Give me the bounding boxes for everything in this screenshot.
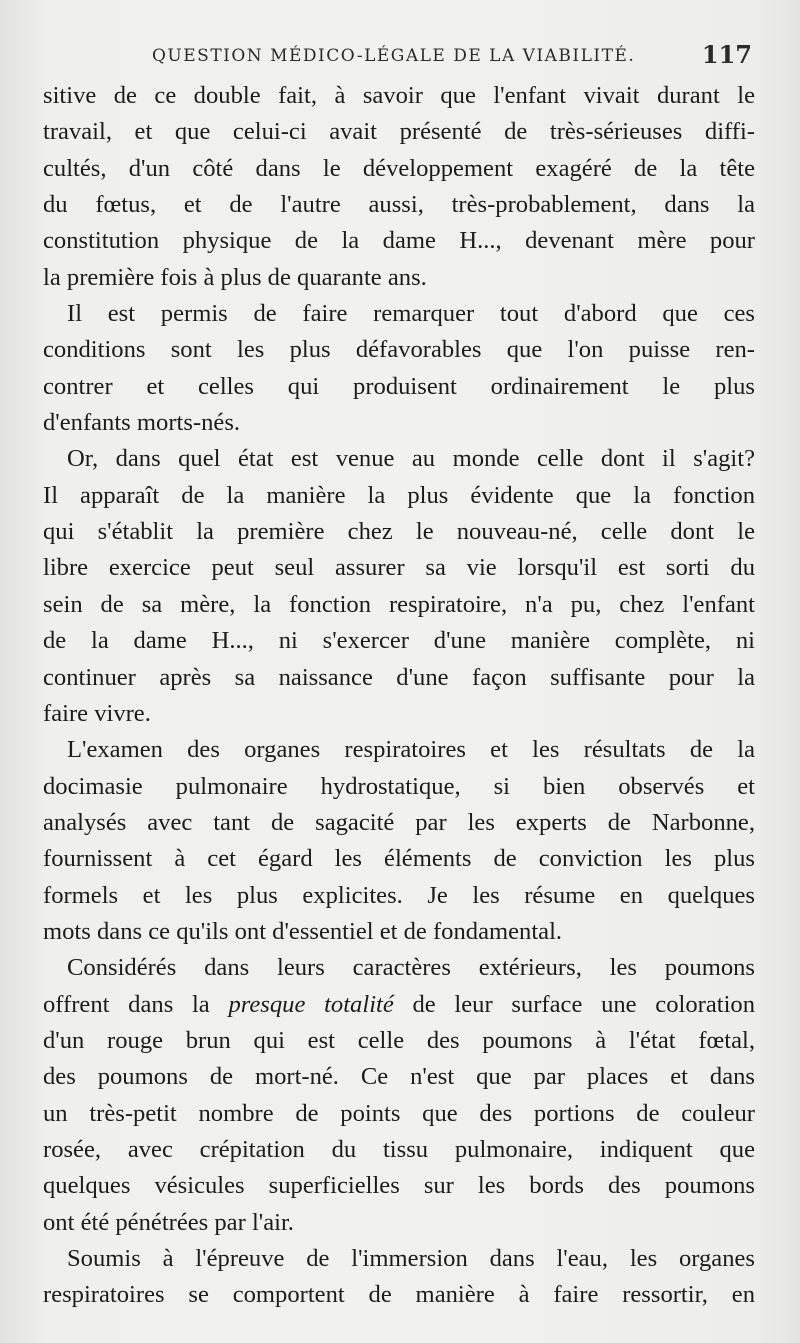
text-line: d'enfants morts-nés. bbox=[43, 409, 241, 437]
text-line: mots dans ce qu'ils ont d'essentiel et de fondamental. bbox=[43, 917, 563, 945]
text-line: cultés, d'un côté dans le développement exagéré de la tête bbox=[43, 154, 755, 182]
text-line: d'un rouge brun qui est celle des poumons à l'état fœtal, bbox=[43, 1026, 755, 1054]
text-line: analysés avec tant de sagacité par les experts de Narbonne, bbox=[43, 808, 755, 836]
text-line: L'examen des organes respiratoires et les résultats de la bbox=[67, 736, 755, 764]
text-line: Il est permis de faire remarquer tout d'abord que ces bbox=[67, 300, 755, 328]
text-line: un très-petit nombre de points que des portions de couleur bbox=[43, 1099, 755, 1127]
italic-phrase: presque totalité bbox=[228, 990, 394, 1018]
text-line: constitution physique de la dame H..., devenant mère pour bbox=[43, 227, 755, 255]
running-title: QUESTION MÉDICO-LÉGALE DE LA VIABILITÉ. bbox=[152, 46, 636, 66]
text-segment: de leur surface une coloration bbox=[393, 990, 755, 1018]
text-line: respiratoires se comportent de manière à faire ressortir, en bbox=[43, 1281, 755, 1309]
text-line: faire vivre. bbox=[43, 699, 151, 727]
text-line: des poumons de mort-né. Ce n'est que par places et dans bbox=[43, 1063, 755, 1091]
text-line: formels et les plus explicites. Je les résume en quelques bbox=[43, 881, 755, 909]
text-line: libre exercice peut seul assurer sa vie lorsqu'il est sorti du bbox=[43, 554, 755, 582]
text-line: rosée, avec crépitation du tissu pulmonaire, indiquent que bbox=[43, 1135, 755, 1163]
text-line: travail, et que celui-ci avait présenté de très-sérieuses diffi- bbox=[43, 118, 755, 146]
text-line: la première fois à plus de quarante ans. bbox=[43, 263, 427, 291]
text-segment: offrent dans la bbox=[43, 990, 229, 1018]
text-line: qui s'établit la première chez le nouveau-né, celle dont le bbox=[43, 518, 755, 546]
text-line: conditions sont les plus défavorables que l'on puisse ren- bbox=[43, 336, 755, 364]
text-line: Or, dans quel état est venue au monde celle dont il s'agit? bbox=[67, 445, 755, 473]
text-line: docimasie pulmonaire hydrostatique, si bien observés et bbox=[43, 772, 755, 800]
text-line: quelques vésicules superficielles sur les bords des poumons bbox=[43, 1172, 755, 1200]
page-number: 117 bbox=[701, 40, 752, 69]
text-line: sein de sa mère, la fonction respiratoire, n'a pu, chez l'enfant bbox=[43, 590, 755, 618]
text-line: ont été pénétrées par l'air. bbox=[43, 1208, 294, 1236]
body-text bbox=[43, 78, 755, 1314]
text-line-with-italic bbox=[43, 987, 755, 1023]
text-line: de la dame H..., ni s'exercer d'une manière complète, ni bbox=[43, 627, 755, 655]
text-line: fournissent à cet égard les éléments de conviction les plus bbox=[43, 845, 755, 873]
text-line: sitive de ce double fait, à savoir que l'enfant vivait durant le bbox=[43, 82, 755, 109]
text-line: du fœtus, et de l'autre aussi, très-probablement, dans la bbox=[43, 191, 755, 219]
text-line: Il apparaît de la manière la plus évidente que la fonction bbox=[43, 481, 755, 509]
text-line: contrer et celles qui produisent ordinairement le plus bbox=[43, 372, 755, 400]
running-head bbox=[40, 38, 760, 74]
text-line: Soumis à l'épreuve de l'immersion dans l'eau, les organes bbox=[67, 1245, 755, 1272]
text-line: Considérés dans leurs caractères extérieurs, les poumons bbox=[67, 954, 755, 982]
text-line: continuer après sa naissance d'une façon suffisante pour la bbox=[43, 663, 755, 691]
